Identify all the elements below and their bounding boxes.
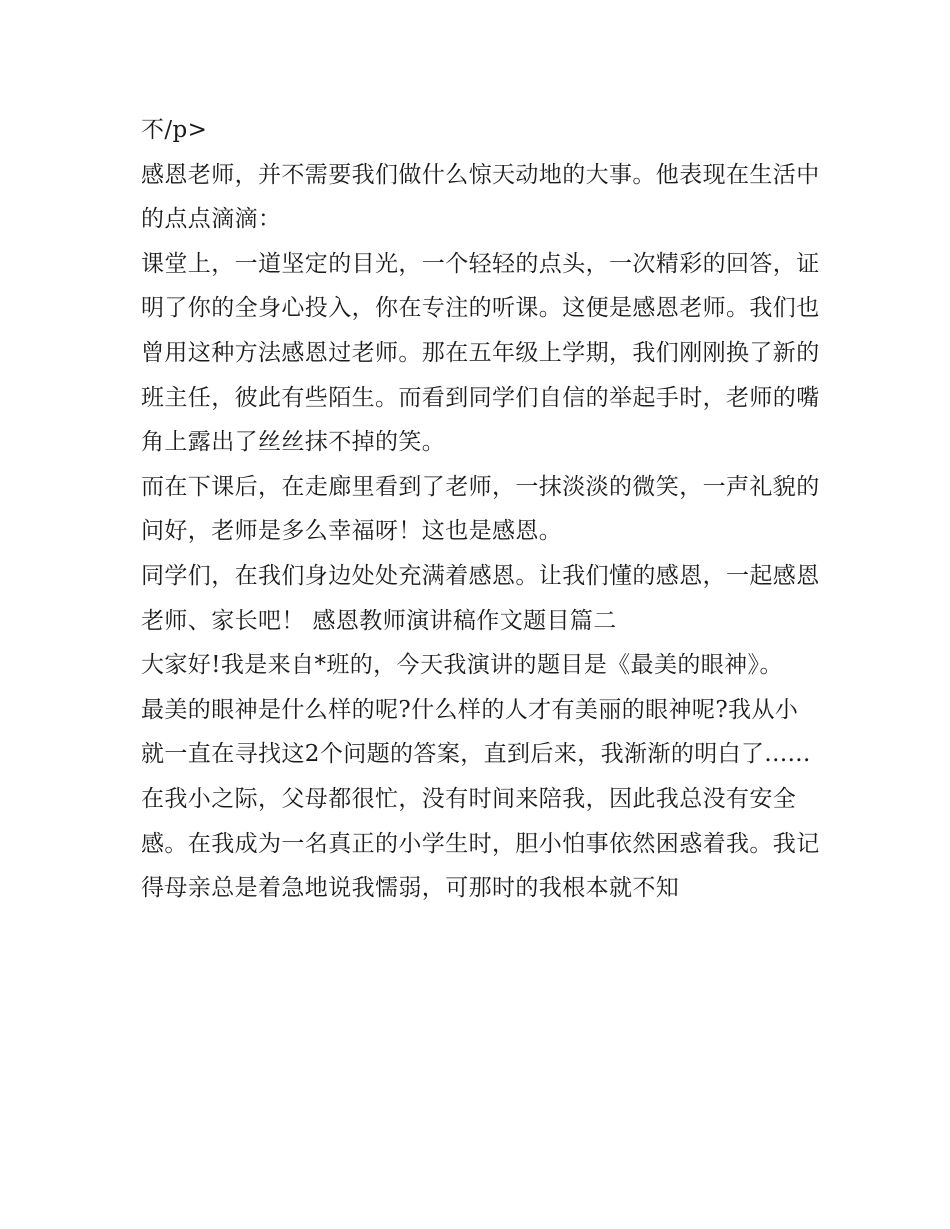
document-body — [141, 108, 821, 911]
paragraph: 同学们，在我们身边处处充满着感恩。让我们懂的感恩，一起感恩老师、家长吧！ 感恩教师演讲稿作文题目篇二 — [141, 562, 820, 634]
paragraph: 在我小之际，父母都很忙，没有时间来陪我，因此我总没有安全感。在我成为一名真正的小学生时，胆小怕事依然困惑着我。我记得母亲总是着急地说我懦弱，可那时的我根本就不知 — [141, 785, 820, 902]
paragraph: 不/p> — [141, 117, 208, 143]
paragraph: 大家好!我是来自*班的，今天我演讲的题目是《最美的眼神》。 — [141, 652, 783, 679]
paragraph: 感恩老师，并不需要我们做什么惊天动地的大事。他表现在生活中的点点滴滴： — [141, 161, 820, 233]
paragraph: 而在下课后，在走廊里看到了老师，一抹淡淡的微笑，一声礼貌的问好，老师是多么幸福呀！这也是感恩。 — [141, 473, 820, 545]
paragraph: 课堂上，一道坚定的目光，一个轻轻的点头，一次精彩的回答，证明了你的全身心投入，你在专注的听课。这便是感恩老师。我们也曾用这种方法感恩过老师。那在五年级上学期，我们刚刚换了新的班主任，彼此有些陌生。而看到同学们自信的举起手时，老师的嘴角上露出了丝丝抹不掉的笑。 — [141, 250, 820, 456]
paragraph: 最美的眼神是什么样的呢?什么样的人才有美丽的眼神呢?我从小就一直在寻找这2个问题的答案，直到后来，我渐渐的明白了...... — [141, 696, 811, 768]
